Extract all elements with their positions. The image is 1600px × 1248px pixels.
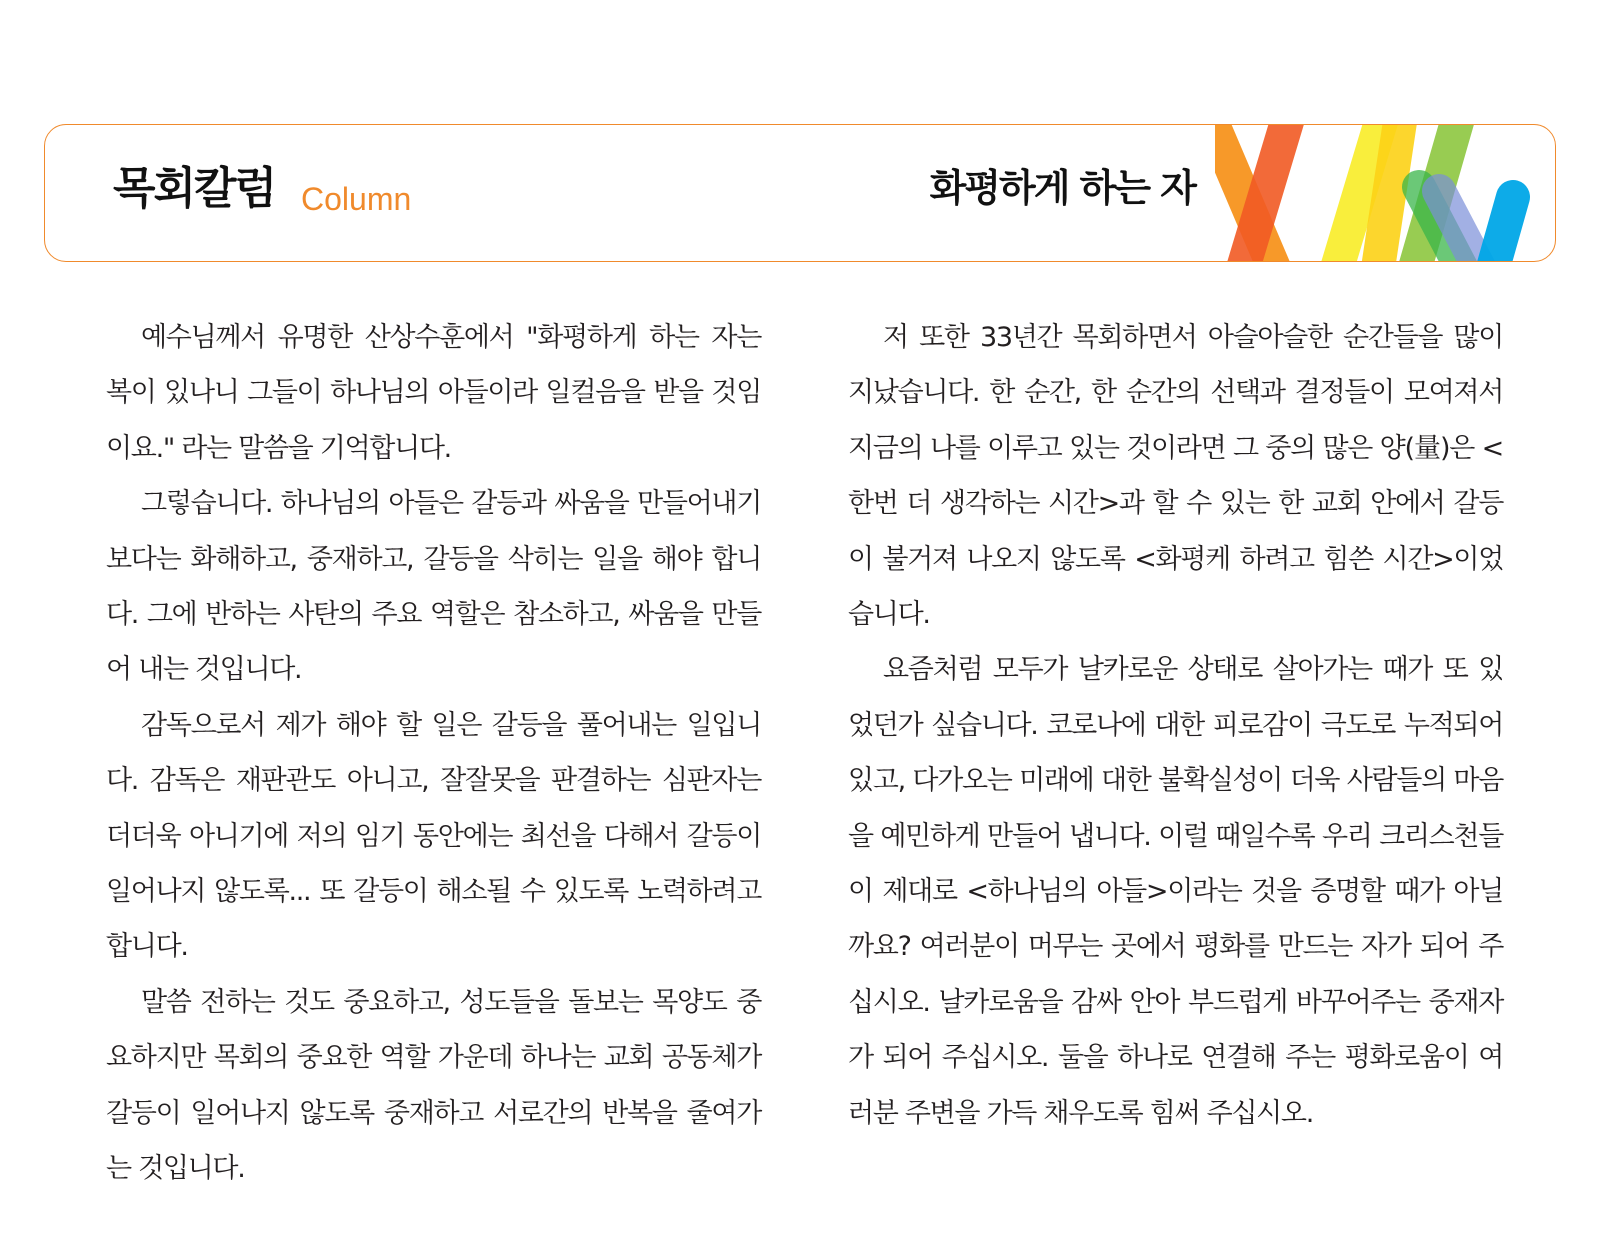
paragraph: 그렇습니다. 하나님의 아들은 갈등과 싸움을 만들어내기 보다는 화해하고, 중재하고, 갈등을 삭히는 일을 해야 합니다. 그에 반하는 사탄의 주요 역할은 참소하고, 싸움을 만들어 내는 것입니다.	[106, 488, 761, 686]
column-header-box	[44, 124, 1556, 262]
paragraph: 감독으로서 제가 해야 할 일은 갈등을 풀어내는 일입니다. 감독은 재판관도 아니고, 잘잘못을 판결하는 심판자는 더더욱 아니기에 저의 임기 동안에는 최선을 다해서 갈등이 일어나지 않도록... 또 갈등이 해소될 수 있도록 노력하려고 합니다.	[106, 709, 761, 963]
paragraph: 예수님께서 유명한 산상수훈에서 "화평하게 하는 자는 복이 있나니 그들이 하나님의 아들이라 일컬음을 받을 것임이요." 라는 말씀을 기억합니다.	[106, 322, 761, 464]
paragraph: 요즘처럼 모두가 날카로운 상태로 살아가는 때가 또 있었던가 싶습니다. 코로나에 대한 피로감이 극도로 누적되어 있고, 다가오는 미래에 대한 불확실성이 더욱 사람들의 마음을 예민하게 만들어 냅니다. 이럴 때일수록 우리 크리스천들이 제대로 <하나님의 아들>이라는 것을 증명할 때가 아닐까요? 여러분이 머무는 곳에서 평화를 만드는 자가 되어 주십시오. 날카로움을 감싸 안아 부드럽게 바꾸어주는 중재자가 되어 주십시오. 둘을 하나로 연결해 주는 평화로움이 여러분 주변을 가득 채우도록 힘써 주십시오.	[848, 654, 1503, 1129]
section-title: 목회칼럼	[113, 163, 276, 214]
article-title: 화평하게 하는 자	[929, 166, 1195, 210]
section-subtitle: Column	[301, 181, 412, 217]
left-column	[106, 310, 761, 1197]
right-column	[848, 310, 1503, 1141]
stripe-decoration-icon	[1215, 125, 1555, 262]
paragraph: 말씀 전하는 것도 중요하고, 성도들을 돌보는 목양도 중요하지만 목회의 중요한 역할 가운데 하나는 교회 공동체가 갈등이 일어나지 않도록 중재하고 서로간의 반복을 줄여가는 것입니다.	[106, 986, 761, 1185]
paragraph: 저 또한 33년간 목회하면서 아슬아슬한 순간들을 많이 지났습니다. 한 순간, 한 순간의 선택과 결정들이 모여져서 지금의 나를 이루고 있는 것이라면 그 중의 많은 양(量)은 <한번 더 생각하는 시간>과 할 수 있는 한 교회 안에서 갈등이 불거져 나오지 않도록 <화평케 하려고 힘쓴 시간>이었습니다.	[848, 322, 1503, 631]
